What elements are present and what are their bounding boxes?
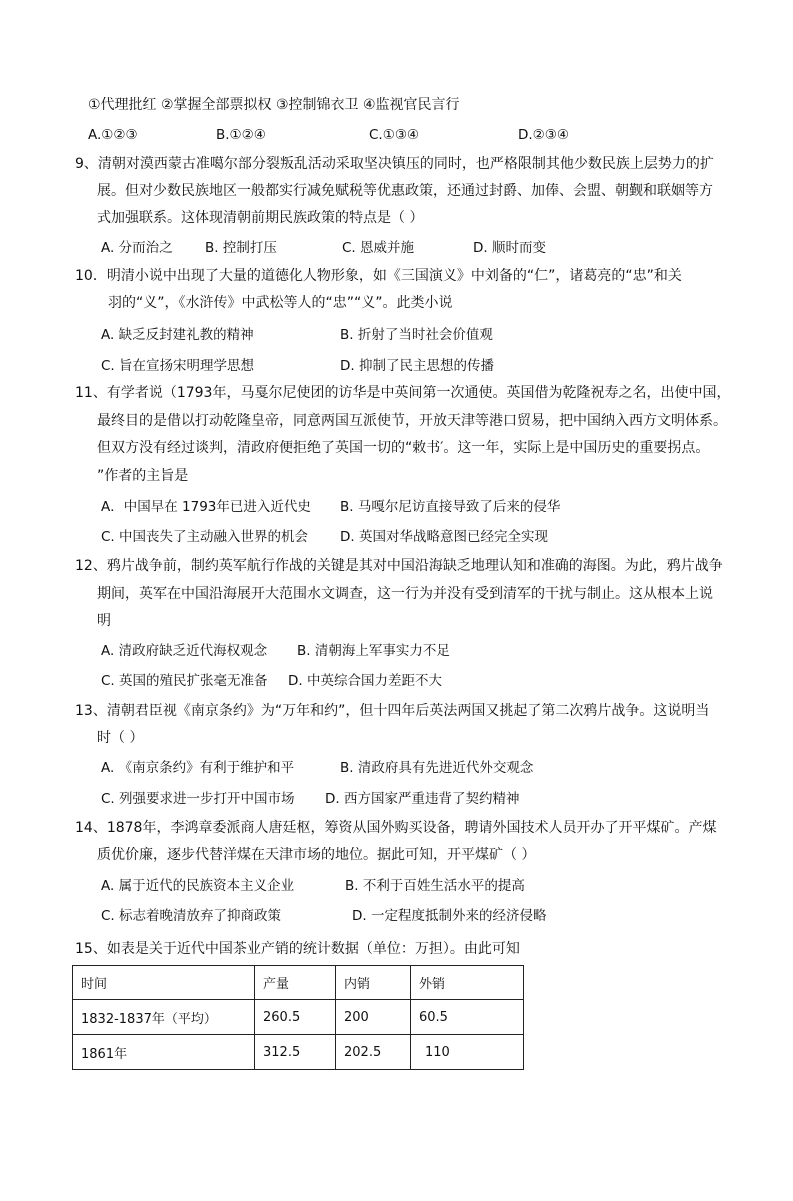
q14-option-a: A. 属于近代的民族资本主义企业 xyxy=(101,878,295,894)
table-cell: 260.5 xyxy=(255,1000,336,1035)
q10-option-a: A. 缺乏反封建礼教的精神 xyxy=(101,327,254,343)
q14-stem-line1: 14、1878年，李鸿章委派商人唐廷枢，筹资从国外购买设备，聘请外国技术人员开办了开平煤矿。产煤 xyxy=(75,820,717,836)
q8-items: ①代理批红 ②掌握全部票拟权 ③控制锦衣卫 ④监视官民言行 xyxy=(88,97,460,113)
q11-stem-line2: 最终目的是借以打动乾隆皇帝，同意两国互派使节，开放天津等港口贸易，把中国纳入西方文明体系。 xyxy=(97,413,727,429)
q14-stem-line2: 质优价廉，逐步代替洋煤在天津市场的地位。据此可知，开平煤矿（ ） xyxy=(97,847,536,863)
q9-option-b: B. 控制打压 xyxy=(205,240,277,256)
q11-stem-line3: 但双方没有经过谈判，清政府便拒绝了英国一切的“敕书′。这一年，实际上是中国历史的重要拐点。 xyxy=(97,440,710,456)
table-header-cell: 外销 xyxy=(411,966,524,1000)
q9-stem-line3: 式加强联系。这体现清朝前期民族政策的特点是（ ） xyxy=(97,210,424,226)
q13-option-d: D. 西方国家严重违背了契约精神 xyxy=(325,791,520,807)
table-cell: 110 xyxy=(411,1035,524,1070)
q10-stem-line1: 10．明清小说中出现了大量的道德化人物形象，如《三国演义》中刘备的“仁”，诸葛亮的“忠”和关 xyxy=(75,268,682,284)
table-cell: 200 xyxy=(336,1000,411,1035)
q10-option-d: D. 抑制了民主思想的传播 xyxy=(340,358,494,374)
q13-stem-line1: 13、清朝君臣视《南京条约》为“万年和约”，但十四年后英法两国又挑起了第二次鸦片战争。这说明当 xyxy=(75,703,710,719)
q10-option-c: C. 旨在宣扬宋明理学思想 xyxy=(101,358,255,374)
table-cell: 1861年 xyxy=(73,1035,255,1070)
q13-option-a: A. 《南京条约》有利于维护和平 xyxy=(101,760,295,776)
q14-option-d: D. 一定程度抵制外来的经济侵略 xyxy=(352,908,547,924)
q11-option-b: B. 马嘎尔尼访直接导致了后来的侵华 xyxy=(340,499,561,515)
q11-option-d: D. 英国对华战略意图已经完全实现 xyxy=(340,529,548,545)
q9-stem-line2: 展。但对少数民族地区一般都实行减免赋税等优惠政策，还通过封爵、加俸、会盟、朝觐和联姻等方 xyxy=(97,183,713,199)
q12-option-c: C. 英国的殖民扩张毫无准备 xyxy=(101,673,268,689)
table-cell: 202.5 xyxy=(336,1035,411,1070)
q12-stem-line3: 明 xyxy=(97,613,111,629)
q11-stem-line1: 11、有学者说（1793年，马戛尔尼使团的访华是中英间第一次通使。英国借为乾隆祝寿之名，出使中国， xyxy=(75,385,731,401)
table-row xyxy=(73,1000,524,1035)
q8-option-d: D.②③④ xyxy=(518,127,569,143)
q9-option-c: C. 恩威并施 xyxy=(342,240,415,256)
q14-option-c: C. 标志着晚清放弃了抑商政策 xyxy=(101,908,282,924)
q9-option-a: A. 分而治之 xyxy=(101,240,173,256)
q11-stem-line4: ”作者的主旨是 xyxy=(97,468,189,484)
q12-option-d: D. 中英综合国力差距不大 xyxy=(288,673,442,689)
q13-option-c: C. 列强要求进一步打开中国市场 xyxy=(101,791,295,807)
q9-stem-line1: 9、清朝对漠西蒙古准噶尔部分裂叛乱活动采取坚决镇压的同时，也严格限制其他少数民族上层势力的扩 xyxy=(75,156,714,172)
tea-statistics-table xyxy=(72,965,524,1070)
q12-option-b: B. 清朝海上军事实力不足 xyxy=(297,643,450,659)
table-header-cell: 时间 xyxy=(73,966,255,1000)
q12-stem-line1: 12、鸦片战争前，制约英军航行作战的关键是其对中国沿海缺乏地理认知和准确的海图。为此，鸦片战争 xyxy=(75,558,723,574)
q11-option-c: C. 中国丧失了主动融入世界的机会 xyxy=(101,529,309,545)
q12-option-a: A. 清政府缺乏近代海权观念 xyxy=(101,643,268,659)
q10-option-b: B. 折射了当时社会价值观 xyxy=(340,327,493,343)
table-header-cell: 产量 xyxy=(255,966,336,1000)
q8-option-b: B.①②④ xyxy=(216,127,266,143)
table-cell: 312.5 xyxy=(255,1035,336,1070)
q10-stem-line2: 羽的“义”，《水浒传》中武松等人的“忠”“义”。此类小说 xyxy=(108,295,453,311)
q14-option-b: B. 不利于百姓生活水平的提高 xyxy=(345,878,525,894)
q13-option-b: B. 清政府具有先进近代外交观念 xyxy=(340,760,534,776)
q11-option-a: A．中国早在 1793年已进入近代史 xyxy=(101,499,311,515)
table-header-row xyxy=(73,966,524,1000)
q15-stem-line1: 15、如表是关于近代中国茶业产销的统计数据（单位：万担）。由此可知 xyxy=(75,941,520,957)
q12-stem-line2: 期间，英军在中国沿海展开大范围水文调查，这一行为并没有受到清军的干扰与制止。这从根本上说 xyxy=(97,586,713,602)
table-header-cell: 内销 xyxy=(336,966,411,1000)
q8-option-c: C.①③④ xyxy=(369,127,420,143)
q9-option-d: D. 顺时而变 xyxy=(473,240,546,256)
table-cell: 1832-1837年（平均） xyxy=(73,1000,255,1035)
table-cell: 60.5 xyxy=(411,1000,524,1035)
table-row xyxy=(73,1035,524,1070)
q8-option-a: A.①②③ xyxy=(88,127,138,143)
q13-stem-line2: 时（ ） xyxy=(97,730,144,746)
